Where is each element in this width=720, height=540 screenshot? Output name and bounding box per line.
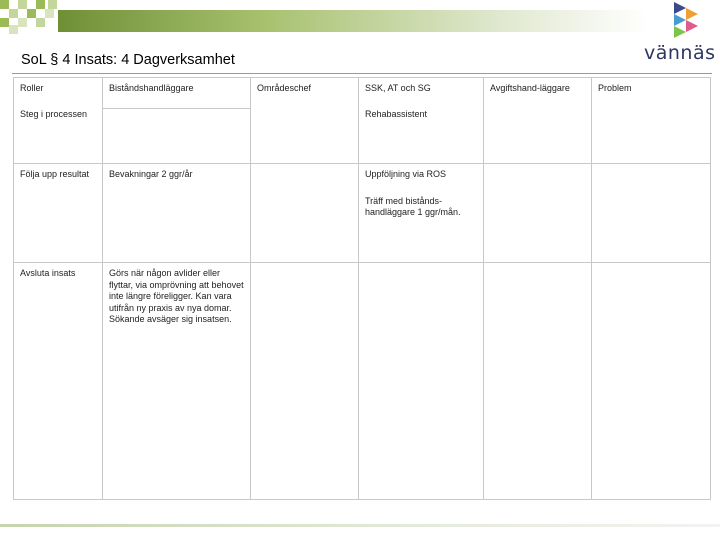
header-cell: Avgiftshand-läggare (484, 78, 592, 164)
table-cell (103, 109, 251, 164)
table-header-row (14, 78, 711, 109)
header-cell: Problem (592, 78, 711, 164)
header-cell: SSK, AT och SG (359, 78, 484, 109)
table-row (14, 263, 711, 500)
row-label: Steg i processen (14, 109, 103, 164)
row-label: Avsluta insats (14, 263, 103, 500)
header-cell: Biståndshandläggare (103, 78, 251, 109)
table-cell (484, 164, 592, 263)
meeting-text: Träff med bistånds-handläggare 1 ggr/mån. (365, 195, 461, 217)
row-label: Följa upp resultat (14, 164, 103, 263)
header-gradient-bar (58, 10, 648, 32)
logo-text: vännäs (644, 42, 716, 64)
process-table (13, 77, 711, 500)
table-row (14, 164, 711, 263)
slide-title: SoL § 4 Insats: 4 Dagverksamhet (21, 52, 235, 68)
title-divider (12, 73, 712, 74)
header-cell: Roller (14, 78, 103, 109)
followup-text: Uppföljning via ROS (365, 169, 447, 179)
table-cell (359, 263, 484, 500)
table-cell (251, 263, 359, 500)
table-cell (484, 263, 592, 500)
table-cell: Rehabassistent (359, 109, 484, 164)
table-cell (592, 164, 711, 263)
table-cell (592, 263, 711, 500)
table-cell (359, 164, 484, 263)
footer-line (0, 524, 720, 527)
table-cell (251, 164, 359, 263)
decorative-checker-squares (0, 0, 60, 34)
header-cell: Områdeschef (251, 78, 359, 164)
table-cell: Görs när någon avlider eller flyttar, via omprövning att behovet inte längre föreligger. Kan vara utifrån ny praxis av nya domar. Sökande avsäger sig insatsen. (103, 263, 251, 500)
table-cell: Bevakningar 2 ggr/år (103, 164, 251, 263)
